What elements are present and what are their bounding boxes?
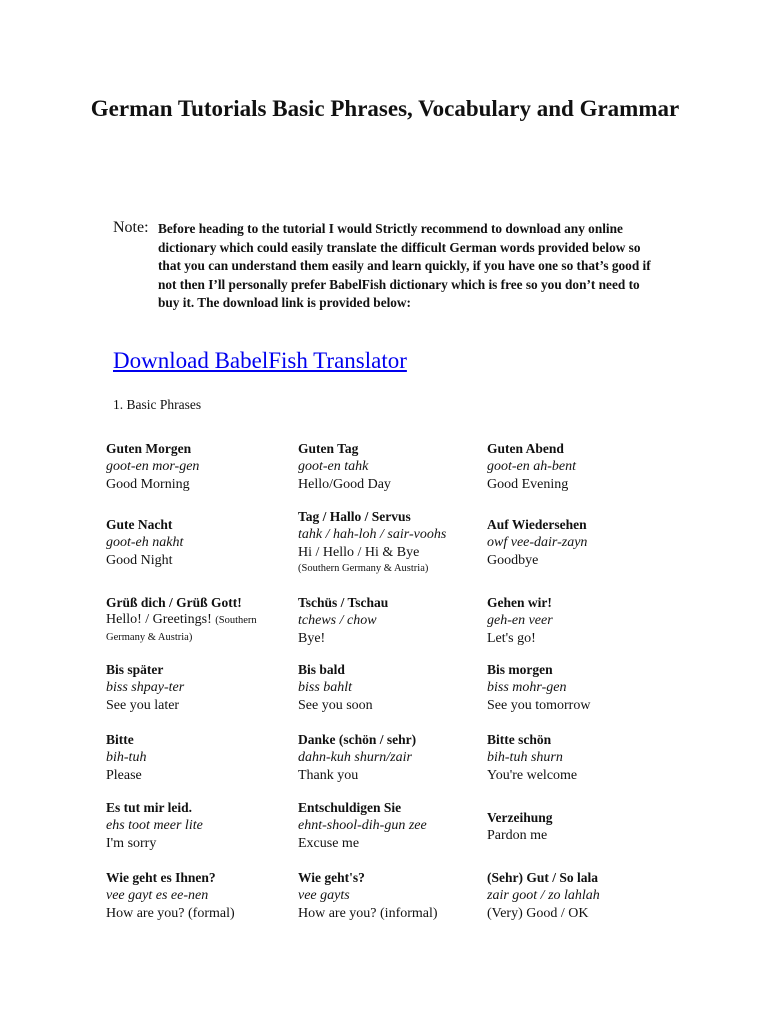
- phrase-cell: [487, 516, 672, 570]
- german-phrase: Danke (schön / sehr): [298, 732, 417, 747]
- phrase-cell: [487, 661, 672, 715]
- pronunciation: bih-tuh shurn: [487, 750, 563, 765]
- phrase-cell: [298, 508, 498, 576]
- phrase-cell: [298, 440, 483, 494]
- phrase-cell: [487, 731, 672, 785]
- pronunciation: goot-en ah-bent: [487, 459, 577, 474]
- pronunciation: bih-tuh: [106, 750, 147, 765]
- english-translation: Good Evening: [487, 477, 569, 492]
- english-translation: Good Night: [106, 553, 173, 568]
- english-translation: See you soon: [298, 698, 373, 713]
- phrase-cell: [106, 516, 291, 570]
- phrase-cell: [106, 594, 286, 646]
- english-translation: Good Morning: [106, 477, 190, 492]
- german-phrase: Verzeihung: [487, 810, 553, 825]
- pronunciation: biss shpay-ter: [106, 680, 185, 695]
- german-phrase: Bitte: [106, 732, 134, 747]
- english-translation: Hello! / Greetings!: [106, 612, 212, 627]
- pronunciation: biss bahlt: [298, 680, 353, 695]
- pronunciation: vee gayts: [298, 888, 350, 903]
- pronunciation: geh-en veer: [487, 613, 553, 628]
- phrase-cell: [298, 799, 483, 853]
- german-phrase: Gute Nacht: [106, 517, 173, 532]
- pronunciation: vee gayt es ee-nen: [106, 888, 209, 903]
- download-babelfish-link[interactable]: Download BabelFish Translator: [113, 348, 407, 373]
- note-text: Before heading to the tutorial I would Strictly recommend to download any online dictionary which could easily translate the difficult German words provided below so that you can understand them easily and learn quickly, if you have one so that’s good if not then I’ll personally prefer BabelFish dictionary which is free so you don’t need to buy it. The download link is provided below:: [158, 221, 651, 310]
- phrase-cell: [106, 731, 291, 785]
- phrase-cell: [106, 440, 291, 494]
- phrase-cell: [298, 869, 483, 923]
- phrase-cell: [487, 869, 672, 923]
- phrase-cell: [298, 731, 483, 785]
- german-phrase: Auf Wiedersehen: [487, 517, 587, 532]
- english-translation: Bye!: [298, 631, 326, 646]
- german-phrase: Gehen wir!: [487, 595, 552, 610]
- english-translation: See you later: [106, 698, 180, 713]
- note-label: Note:: [113, 219, 149, 236]
- german-phrase: Es tut mir leid.: [106, 800, 193, 815]
- english-translation: Hi / Hello / Hi & Bye: [298, 545, 420, 560]
- english-translation: How are you? (formal): [106, 906, 235, 921]
- german-phrase: Bis später: [106, 662, 164, 677]
- phrase-cell: [487, 440, 672, 494]
- pronunciation: goot-en mor-gen: [106, 459, 200, 474]
- english-translation: I'm sorry: [106, 836, 157, 851]
- german-phrase: Tschüs / Tschau: [298, 595, 389, 610]
- german-phrase: Bis bald: [298, 662, 345, 677]
- phrase-cell: [298, 594, 483, 648]
- english-translation: Thank you: [298, 768, 359, 783]
- pronunciation: biss mohr-gen: [487, 680, 567, 695]
- section-heading: 1. Basic Phrases: [113, 397, 202, 412]
- region-note: (Southern Germany & Austria): [298, 563, 429, 574]
- english-translation: You're welcome: [487, 768, 578, 783]
- english-translation: How are you? (informal): [298, 906, 438, 921]
- phrase-cell: [487, 594, 672, 648]
- german-phrase: Guten Abend: [487, 441, 564, 456]
- pronunciation: owf vee-dair-zayn: [487, 535, 588, 550]
- german-phrase: Bitte schön: [487, 732, 552, 747]
- english-translation: Excuse me: [298, 836, 360, 851]
- english-translation: Hello/Good Day: [298, 477, 391, 492]
- german-phrase: Wie geht's?: [298, 870, 365, 885]
- german-phrase: Guten Morgen: [106, 441, 192, 456]
- pronunciation: goot-eh nakht: [106, 535, 184, 550]
- page-title: German Tutorials Basic Phrases, Vocabulary and Grammar: [90, 96, 680, 121]
- pronunciation: ehs toot meer lite: [106, 818, 203, 833]
- pronunciation: ehnt-shool-dih-gun zee: [298, 818, 427, 833]
- german-phrase: (Sehr) Gut / So lala: [487, 870, 599, 885]
- region-note: (Southern Germany & Austria): [106, 615, 257, 643]
- german-phrase: Entschuldigen Sie: [298, 800, 402, 815]
- english-translation: See you tomorrow: [487, 698, 591, 713]
- phrase-cell: [298, 661, 483, 715]
- pronunciation: zair goot / zo lahlah: [487, 888, 600, 903]
- german-phrase: Grüß dich / Grüß Gott!: [106, 595, 242, 610]
- phrase-cell: [106, 799, 291, 853]
- english-translation: (Very) Good / OK: [487, 906, 589, 921]
- german-phrase: Guten Tag: [298, 441, 359, 456]
- english-translation: Let's go!: [487, 631, 536, 646]
- english-translation: Goodbye: [487, 553, 539, 568]
- english-translation: Pardon me: [487, 828, 548, 843]
- phrase-cell: [487, 809, 672, 845]
- english-translation: Please: [106, 768, 142, 783]
- phrase-cell: [106, 661, 291, 715]
- pronunciation: dahn-kuh shurn/zair: [298, 750, 412, 765]
- german-phrase: Wie geht es Ihnen?: [106, 870, 216, 885]
- german-phrase: Bis morgen: [487, 662, 553, 677]
- phrase-cell: [106, 869, 291, 923]
- pronunciation: tchews / chow: [298, 613, 377, 628]
- german-phrase: Tag / Hallo / Servus: [298, 509, 411, 524]
- pronunciation: tahk / hah-loh / sair-voohs: [298, 527, 447, 542]
- pronunciation: goot-en tahk: [298, 459, 369, 474]
